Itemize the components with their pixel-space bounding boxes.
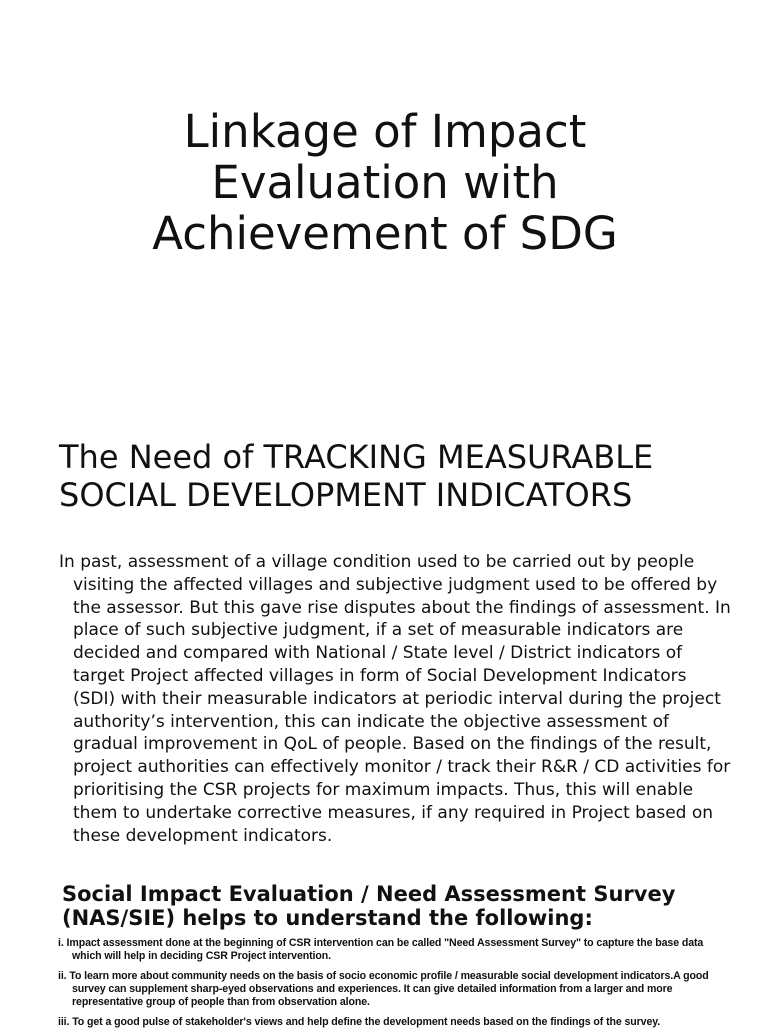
- slide-title: Linkage of Impact Evaluation with Achievement of SDG: [152, 105, 618, 260]
- list-item-number: ii.: [58, 970, 67, 982]
- body-paragraph: In past, assessment of a village condition used to be carried out by people visiting the affected villages and subjective judgment used to be offered by the assessor. But this gave rise disputes about the findings of assessment. In place of such subjective judgment, if a set of measurable indicators are decided and compared with National / State level / District indicators of target Project affected villages in form of Social Development Indicators (SDI) with their measurable indicators at periodic interval during the project authority’s intervention, this can indicate the objective assessment of gradual improvement in QoL of people. Based on the findings of the result, project authorities can effectively monitor / track their R&R / CD activities for prioritising the CSR projects for maximum impacts. Thus, this will enable them to undertake corrective measures, if any required in Project based on these development indicators.: [59, 552, 731, 846]
- list-item-number: i.: [58, 937, 64, 949]
- list-item-text: Impact assessment done at the beginning of CSR intervention can be called "Need Assessment Survey" to capture the base data which will help in deciding CSR Project intervention.: [66, 937, 704, 962]
- list-item-number: iii.: [58, 1016, 70, 1028]
- list-item: [58, 937, 728, 963]
- list-item-text: To learn more about community needs on the basis of socio economic profile / measurable social development indicators.A good survey can supplement sharp-eyed observations and experiences. It can give detailed information from a larger and more representative group of people than from observation alone.: [69, 970, 709, 1008]
- survey-heading: Social Impact Evaluation / Need Assessment Survey (NAS/SIE) helps to understand the following:: [62, 882, 676, 930]
- list-item: [58, 970, 728, 1009]
- list-item-text: To get a good pulse of stakeholder's views and help define the development needs based on the findings of the survey.: [72, 1016, 661, 1028]
- section-heading: The Need of TRACKING MEASURABLE SOCIAL DEVELOPMENT INDICATORS: [59, 438, 654, 514]
- list-item: [58, 1016, 728, 1029]
- survey-points-list: [58, 937, 728, 1036]
